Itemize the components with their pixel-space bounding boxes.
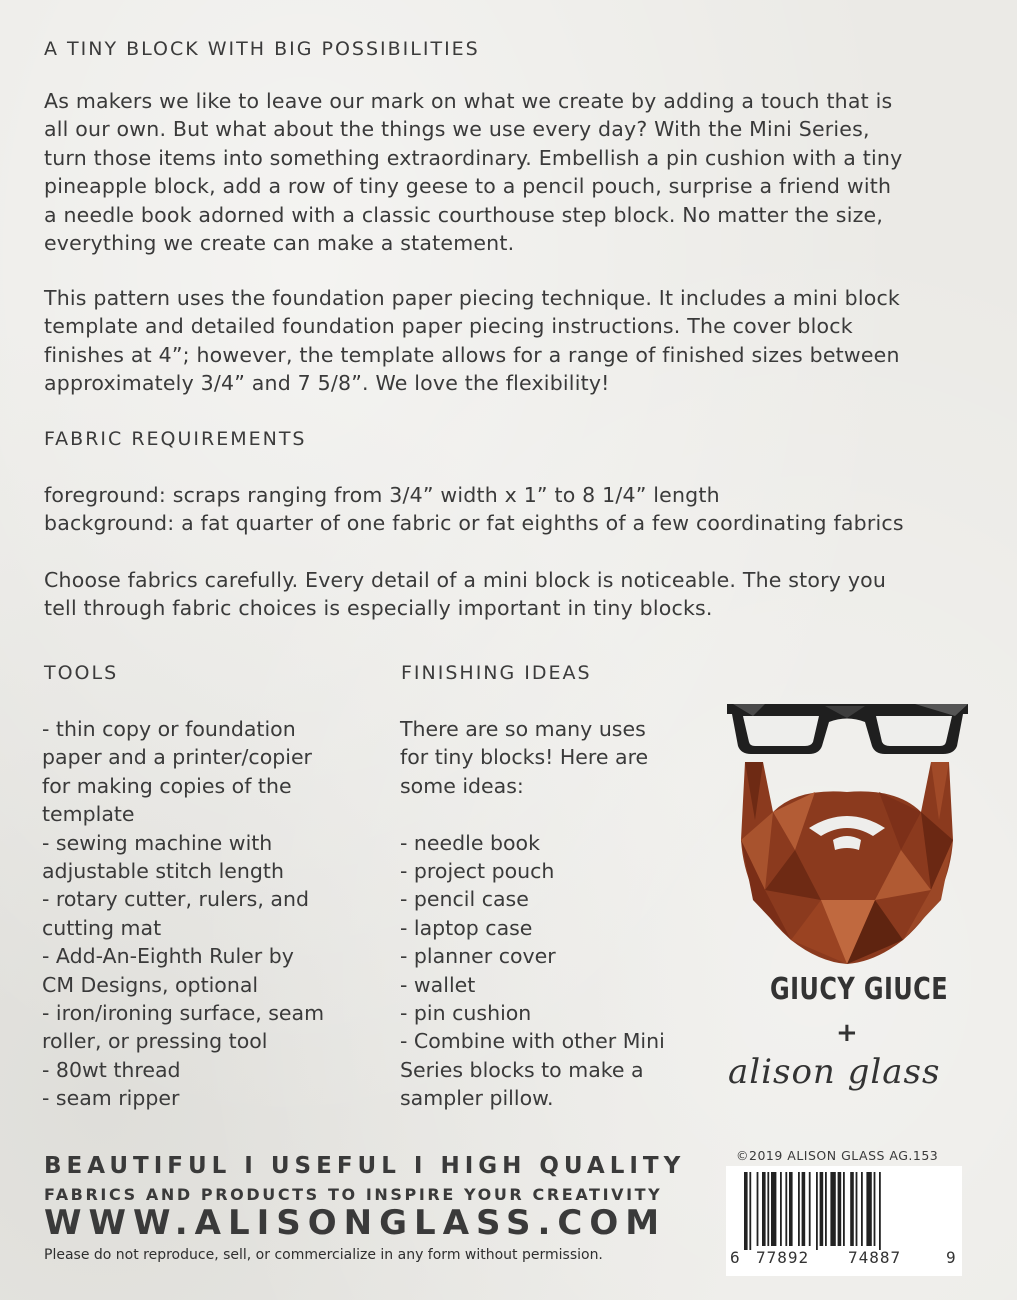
- website-link[interactable]: WWW.ALISONGLASS.COM: [44, 1203, 667, 1243]
- list-item: paper and a printer/copier: [42, 745, 312, 770]
- subtagline: FABRICS AND PRODUCTS TO INSPIRE YOUR CREATIVITY: [44, 1185, 663, 1204]
- plus-sign: +: [836, 1018, 858, 1048]
- list-item: - seam ripper: [42, 1086, 180, 1111]
- barcode-bars-icon: [726, 1170, 962, 1250]
- finishing-ideas-list: [400, 715, 665, 1113]
- copyright-notice: ©2019 ALISON GLASS AG.153: [736, 1148, 939, 1163]
- tools-heading: TOOLS: [44, 662, 119, 684]
- fabric-requirements-list: [44, 481, 1009, 538]
- barcode-digit: 74887: [848, 1248, 902, 1267]
- glasses-icon: [727, 704, 968, 754]
- text-line: Choose fabrics carefully. Every detail of a mini block is noticeable. The story you: [44, 568, 887, 592]
- list-item: adjustable stitch length: [42, 859, 284, 884]
- text-line: pineapple block, add a row of tiny geese to a pencil pouch, surprise a friend with: [44, 174, 892, 199]
- barcode: [726, 1166, 962, 1276]
- finishing-ideas-heading: FINISHING IDEAS: [401, 662, 592, 684]
- intro-heading: A TINY BLOCK WITH BIG POSSIBILITIES: [44, 38, 480, 60]
- text-line: This pattern uses the foundation paper piecing technique. It includes a mini block: [44, 286, 901, 310]
- text-line: tell through fabric choices is especially important in tiny blocks.: [44, 596, 713, 621]
- list-item: [400, 800, 665, 828]
- list-item: - laptop case: [400, 915, 533, 940]
- intro-paragraph-1: [44, 87, 1004, 257]
- tools-list: [42, 715, 324, 1113]
- list-item: for making copies of the: [42, 773, 292, 798]
- list-item: - Combine with other Mini: [400, 1029, 665, 1054]
- list-item: - rotary cutter, rulers, and: [42, 887, 309, 912]
- list-item: There are so many uses: [400, 717, 646, 741]
- intro-paragraph-2: [44, 284, 1004, 398]
- alison-glass-wordmark: alison glass: [728, 1052, 941, 1092]
- fabric-note: [44, 566, 1004, 623]
- text-line: approximately 3/4” and 7 5/8”. We love the flexibility!: [44, 371, 610, 396]
- list-item: sampler pillow.: [400, 1086, 554, 1111]
- copyright-disclaimer: Please do not reproduce, sell, or commercialize in any form without permission.: [44, 1247, 603, 1263]
- list-item: - planner cover: [400, 944, 556, 969]
- list-item: - 80wt thread: [42, 1057, 181, 1082]
- text-line: everything we create can make a statement.: [44, 231, 515, 256]
- list-item: cutting mat: [42, 915, 162, 940]
- tagline: BEAUTIFUL I USEFUL I HIGH QUALITY: [44, 1153, 686, 1179]
- barcode-digit: 6: [730, 1248, 741, 1267]
- list-item: roller, or pressing tool: [42, 1029, 268, 1054]
- list-item: - iron/ironing surface, seam: [42, 1001, 325, 1026]
- giucy-giuce-logo-illustration: [725, 700, 970, 970]
- list-item: - wallet: [400, 972, 476, 997]
- beard-icon: [741, 762, 953, 964]
- list-item: Series blocks to make a: [400, 1057, 644, 1082]
- list-item: - pin cushion: [400, 1001, 532, 1026]
- list-item: - sewing machine with: [42, 830, 273, 855]
- giucy-giuce-wordmark: GIUCY GIUCE: [770, 972, 948, 1007]
- text-line: background: a fat quarter of one fabric or fat eighths of a few coordinating fabrics: [44, 511, 904, 536]
- text-line: turn those items into something extraordinary. Embellish a pin cushion with a tiny: [44, 145, 903, 170]
- list-item: - thin copy or foundation: [42, 717, 296, 741]
- list-item: template: [42, 802, 135, 827]
- barcode-digit: 9: [946, 1248, 957, 1267]
- text-line: a needle book adorned with a classic courthouse step block. No matter the size,: [44, 202, 884, 227]
- list-item: - Add-An-Eighth Ruler by: [42, 944, 294, 969]
- text-line: all our own. But what about the things we use every day? With the Mini Series,: [44, 117, 870, 142]
- list-item: some ideas:: [400, 773, 524, 798]
- text-line: template and detailed foundation paper piecing instructions. The cover block: [44, 314, 853, 339]
- fabric-requirements-heading: FABRIC REQUIREMENTS: [44, 428, 307, 450]
- text-line: foreground: scraps ranging from 3/4” width x 1” to 8 1/4” length: [44, 483, 720, 507]
- text-line: As makers we like to leave our mark on what we create by adding a touch that is: [44, 89, 893, 113]
- list-item: - pencil case: [400, 887, 529, 912]
- list-item: - needle book: [400, 830, 540, 855]
- list-item: CM Designs, optional: [42, 972, 259, 997]
- barcode-digit: 77892: [756, 1248, 810, 1267]
- list-item: - project pouch: [400, 859, 555, 884]
- text-line: finishes at 4”; however, the template allows for a range of finished sizes between: [44, 342, 900, 367]
- list-item: for tiny blocks! Here are: [400, 745, 649, 770]
